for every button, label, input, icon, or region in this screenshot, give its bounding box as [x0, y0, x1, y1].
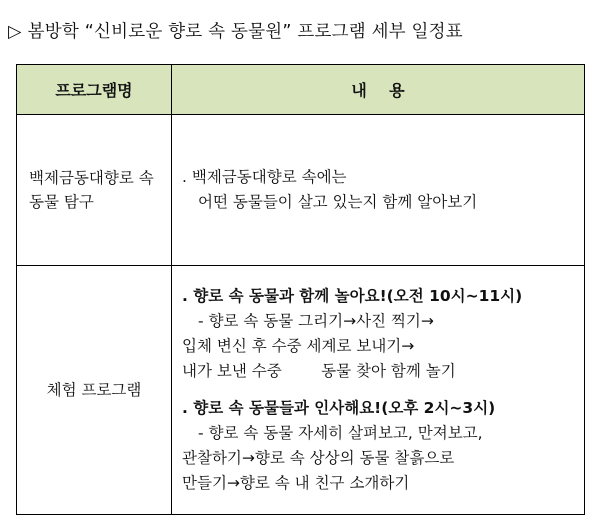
content-line: . 향로 속 동물들과 인사해요!(오후 2시~3시)	[182, 399, 496, 417]
table-row	[17, 266, 585, 515]
program-name-line: 체험 프로그램	[46, 381, 142, 399]
content-line: . 백제금동대향로 속에는	[182, 168, 347, 186]
content-line: 내가 보낸 수중 동물 찾아 함께 놀기	[182, 362, 456, 380]
spacer	[182, 384, 580, 396]
table-row	[17, 115, 585, 266]
table-header-row	[17, 65, 585, 115]
content-line: 어떤 동물들이 살고 있는지 함께 알아보기	[198, 193, 478, 211]
program-name-cell	[17, 266, 172, 515]
content-line: - 향로 속 동물 자세히 살펴보고, 만져보고,	[198, 424, 483, 442]
title-text: 봄방학 “신비로운 향로 속 동물원” 프로그램 세부 일정표	[27, 22, 463, 42]
header-program-name: 프로그램명	[17, 65, 172, 115]
program-content-cell	[172, 266, 585, 515]
triangle-marker-icon: ▷	[8, 22, 22, 42]
program-name-line: 백제금동대향로 속	[29, 169, 154, 187]
program-name-cell	[17, 115, 172, 266]
schedule-table	[16, 64, 585, 515]
content-line: 입체 변신 후 수중 세계로 보내기→	[182, 337, 415, 355]
content-line: - 향로 속 동물 그리기→사진 찍기→	[198, 312, 434, 330]
content-line: 관찰하기→향로 속 상상의 동물 찰흙으로	[182, 449, 455, 467]
header-content: 내 용	[172, 65, 585, 115]
page-title	[8, 18, 598, 43]
content-line: . 향로 속 동물과 함께 놀아요!(오전 10시~11시)	[182, 287, 523, 305]
content-line: 만들기→향로 속 내 친구 소개하기	[182, 474, 410, 492]
program-name-line: 동물 탐구	[29, 193, 94, 211]
program-content-cell	[172, 115, 585, 266]
